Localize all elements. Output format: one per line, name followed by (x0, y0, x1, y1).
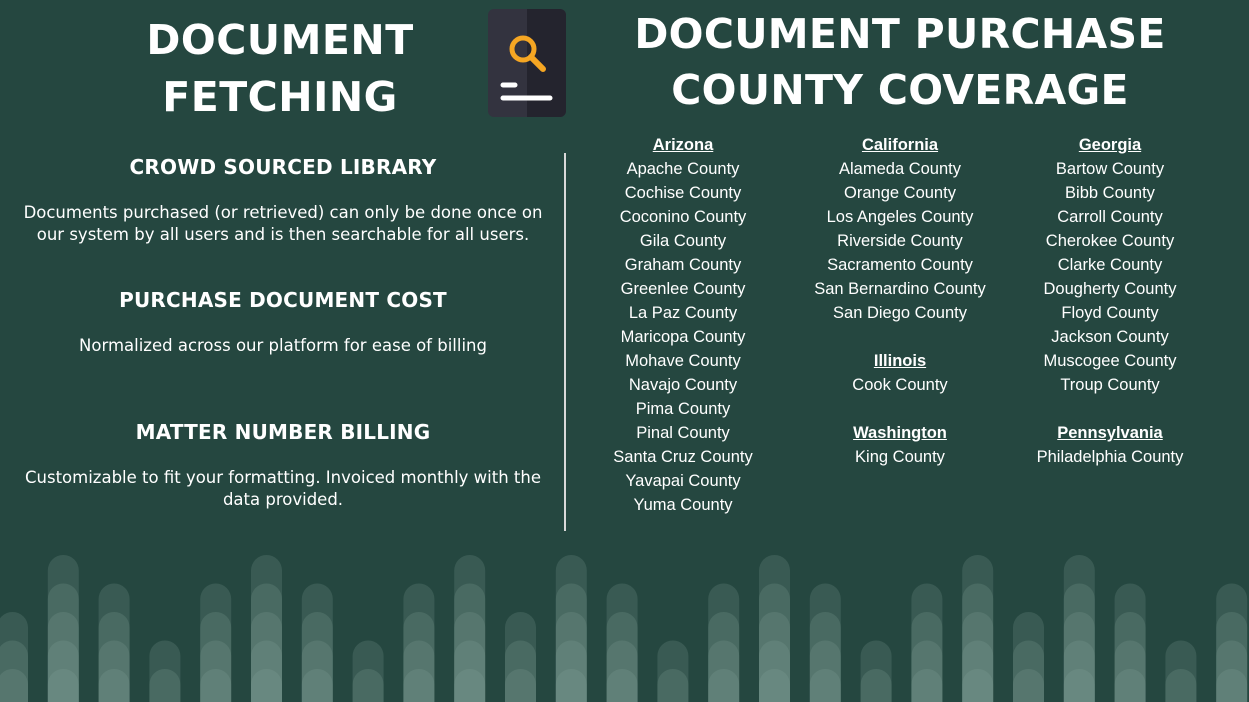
county-item: Gila County (639, 232, 727, 250)
county-item: Troup County (1060, 376, 1160, 394)
county-item: Riverside County (837, 232, 963, 250)
decorative-bars (0, 540, 1249, 702)
decorative-bar (149, 641, 180, 702)
county-column-3 (1010, 133, 1210, 469)
county-item: Mohave County (625, 352, 741, 370)
state-heading-illinois: Illinois (873, 352, 927, 370)
county-item: Jackson County (1051, 328, 1169, 346)
decorative-bar (556, 555, 587, 702)
county-item: Los Angeles County (826, 208, 974, 226)
state-heading-georgia: Georgia (1078, 136, 1142, 154)
decorative-bar (302, 584, 333, 702)
decorative-bar (861, 641, 892, 702)
decorative-bar (708, 584, 739, 702)
decorative-bar (1115, 584, 1146, 702)
decorative-bar (200, 584, 231, 702)
vertical-divider (564, 153, 566, 531)
decorative-bar (99, 584, 130, 702)
decorative-bar (1216, 584, 1247, 702)
county-item: Philadelphia County (1036, 448, 1184, 466)
group-spacer (1010, 397, 1210, 421)
state-heading-arizona: Arizona (652, 136, 714, 154)
county-item: Bartow County (1055, 160, 1165, 178)
county-item: Yavapai County (625, 472, 741, 490)
decorative-bar (962, 555, 993, 702)
left-title-line-1: DOCUMENT (146, 16, 414, 64)
county-item: Cherokee County (1045, 232, 1175, 250)
county-item: Navajo County (628, 376, 738, 394)
left-title (140, 12, 420, 126)
section-heading-matter-billing: MATTER NUMBER BILLING (135, 420, 431, 444)
state-heading-washington: Washington (853, 424, 947, 442)
county-item: Clarke County (1057, 256, 1163, 274)
county-item: Santa Cruz County (613, 448, 753, 466)
decorative-bar (1165, 641, 1196, 702)
county-item: Pima County (635, 400, 731, 418)
right-title-line-2: COUNTY COVERAGE (671, 66, 1129, 114)
state-heading-pennsylvania: Pennsylvania (1057, 424, 1163, 442)
decorative-bar (759, 555, 790, 702)
county-item: Greenlee County (620, 280, 746, 298)
county-item: Bibb County (1065, 184, 1155, 202)
county-item: Muscogee County (1043, 352, 1177, 370)
section-text-crowd-sourced: Documents purchased (or retrieved) can only be done once on our system by all users and is then searchable for all users. (23, 203, 543, 244)
county-item: La Paz County (628, 304, 738, 322)
section-text-matter-billing: Customizable to fit your formatting. Invoiced monthly with the data provided. (25, 468, 541, 509)
county-item: Yuma County (633, 496, 733, 514)
section-text-purchase-cost: Normalized across our platform for ease of billing (79, 336, 487, 355)
group-spacer (795, 325, 1005, 349)
decorative-bar (505, 612, 536, 702)
county-item: Dougherty County (1043, 280, 1177, 298)
county-item: San Bernardino County (814, 280, 986, 298)
county-item: Orange County (844, 184, 956, 202)
decorative-bar (1013, 612, 1044, 702)
group-spacer (795, 397, 1005, 421)
county-item: Alameda County (839, 160, 961, 178)
county-column-2 (795, 133, 1005, 469)
left-title-line-2: FETCHING (162, 73, 398, 121)
section-heading-crowd-sourced: CROWD SOURCED LIBRARY (129, 155, 437, 179)
county-column-1 (583, 133, 783, 517)
decorative-bar (1064, 555, 1095, 702)
decorative-bar (911, 584, 942, 702)
right-title-line-1: DOCUMENT PURCHASE (634, 10, 1166, 58)
county-item: Cook County (852, 376, 948, 394)
county-item: Carroll County (1057, 208, 1163, 226)
decorative-bar (607, 584, 638, 702)
right-title (600, 6, 1200, 118)
section-heading-purchase-cost: PURCHASE DOCUMENT COST (119, 288, 447, 312)
document-search-icon (488, 9, 566, 117)
decorative-bar (0, 612, 28, 702)
decorative-bar (353, 641, 384, 702)
county-item: Apache County (626, 160, 740, 178)
state-heading-california: California (861, 136, 939, 154)
county-item: Sacramento County (827, 256, 973, 274)
decorative-bar (403, 584, 434, 702)
decorative-bar (454, 555, 485, 702)
decorative-bar (810, 584, 841, 702)
county-item: Cochise County (624, 184, 742, 202)
decorative-bar (657, 641, 688, 702)
county-item: Maricopa County (620, 328, 746, 346)
county-item: Floyd County (1061, 304, 1159, 322)
county-item: San Diego County (833, 304, 967, 322)
decorative-bar (251, 555, 282, 702)
county-item: Coconino County (619, 208, 747, 226)
county-item: King County (855, 448, 945, 466)
county-item: Pinal County (636, 424, 730, 442)
county-item: Graham County (624, 256, 742, 274)
decorative-bar (48, 555, 79, 702)
